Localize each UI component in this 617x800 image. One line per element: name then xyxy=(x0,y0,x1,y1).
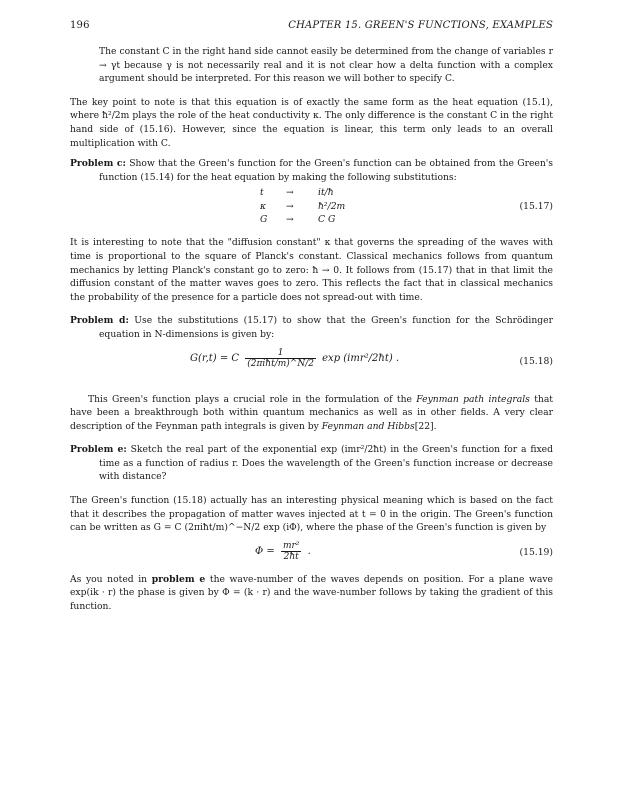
eq-15-18-fraction: $\frac{1}{\text{(2πiħt/m)\textasciicircum{}N/2}}$ xyxy=(247,347,314,369)
substitution-row: t → it/ħ xyxy=(260,187,334,199)
problem-e-label: Problem e: xyxy=(70,444,127,456)
page xyxy=(70,20,553,614)
paragraph-physical-meaning: The Green's function (15.18) actually has an interesting physical meaning which is based on the fact that it describes the propagation of matter waves injected at t = 0 in the origin. The Green's function can be written as G = C (2πiħt/m)^−N/2 exp (iΦ), where the phase of the Green's function is given by xyxy=(70,495,553,534)
paragraph-diffusion: It is interesting to note that the "diffusion constant" κ that governs the spreading of the waves with time is proportional to the square of Planck's constant. Classical mechanics follows from quantum mechanics by letting Planck's constant go to zero: ħ → 0. It follows from (15.17) that in that limit the diffusion constant of the matter waves goes to zero. This reflects the fact that in classical mechanics the probability of the presence for a particle does not spread-out with time. xyxy=(70,237,553,303)
equation-15-18 xyxy=(70,342,553,386)
substitution-row: G → C G xyxy=(260,214,336,226)
problem-e-text: Sketch the real part of the exponential exp (imr²/2ħt) in the Green's function for a fixed time as a function of radius r. Does the wavelength of the Green's function increase or decrease with distance? xyxy=(99,444,554,483)
equation-number-15-19: (15.19) xyxy=(519,546,553,558)
problem-d xyxy=(70,314,553,341)
paragraph-key-point: The key point to note is that this equation is of exactly the same form as the heat equation (15.1), where ħ²/2m plays the role of the heat conductivity κ. The only difference is the constant C in the right hand side of (15.16). However, since the equation is linear, this term only leads to an overall multiplication with C. xyxy=(70,96,553,149)
page-number: 196 xyxy=(70,20,90,31)
eq-15-19-fraction: $\frac{\text{mr²}}{2ħt}$ xyxy=(282,540,300,562)
paragraph-feynman: This Green's function plays a crucial role in the formulation of the Feynman path integrals that have been a breakthrough both within quantum mechanics as well as in other fields. A very clear description of the Feynman path integrals is given by Feynman and Hibbs[22]. xyxy=(70,393,553,432)
substitution-row: κ → ħ²/2m xyxy=(260,200,346,212)
eq-15-19-lhs: Φ = xyxy=(255,545,275,557)
problem-c-label: Problem c: xyxy=(70,158,126,170)
equation-number-15-18: (15.18) xyxy=(519,355,553,367)
problem-c xyxy=(70,157,553,184)
problem-d-text: Use the substitutions (15.17) to show that the Green's function for the Schrödinger equation in N-dimensions is given by: xyxy=(99,315,553,340)
equation-15-19 xyxy=(70,535,553,573)
eq-15-18-lhs: G(r,t) = C xyxy=(190,352,240,364)
chapter-title: CHAPTER 15. GREEN'S FUNCTIONS, EXAMPLES xyxy=(288,20,553,31)
equation-number-15-17: (15.17) xyxy=(519,200,553,212)
paragraph-constant: The constant C in the right hand side cannot easily be determined from the change of variables r → γt because γ is not necessarily real and it is not clear how a delta function with a complex argument should be interpreted. For this reason we will bother to specify C. xyxy=(99,46,553,85)
eq-15-18-rhs: exp (imr²/2ħt) . xyxy=(322,352,400,364)
problem-d-label: Problem d: xyxy=(70,315,129,327)
paragraph-last: As you noted in problem e the wave-number of the waves depends on position. For a plane wave exp(ik · r) the phase is given by Φ = (k · r) and the wave-number follows by taking the gradient of this function. xyxy=(70,573,553,613)
eq-15-19-rhs: . xyxy=(307,545,311,557)
page-header xyxy=(70,20,553,31)
problem-e xyxy=(70,443,553,484)
problem-c-text: Show that the Green's function for the Green's function can be obtained from the Green's function (15.14) for the heat equation by making the following substitutions: xyxy=(99,158,554,183)
substitution-table xyxy=(70,186,553,227)
